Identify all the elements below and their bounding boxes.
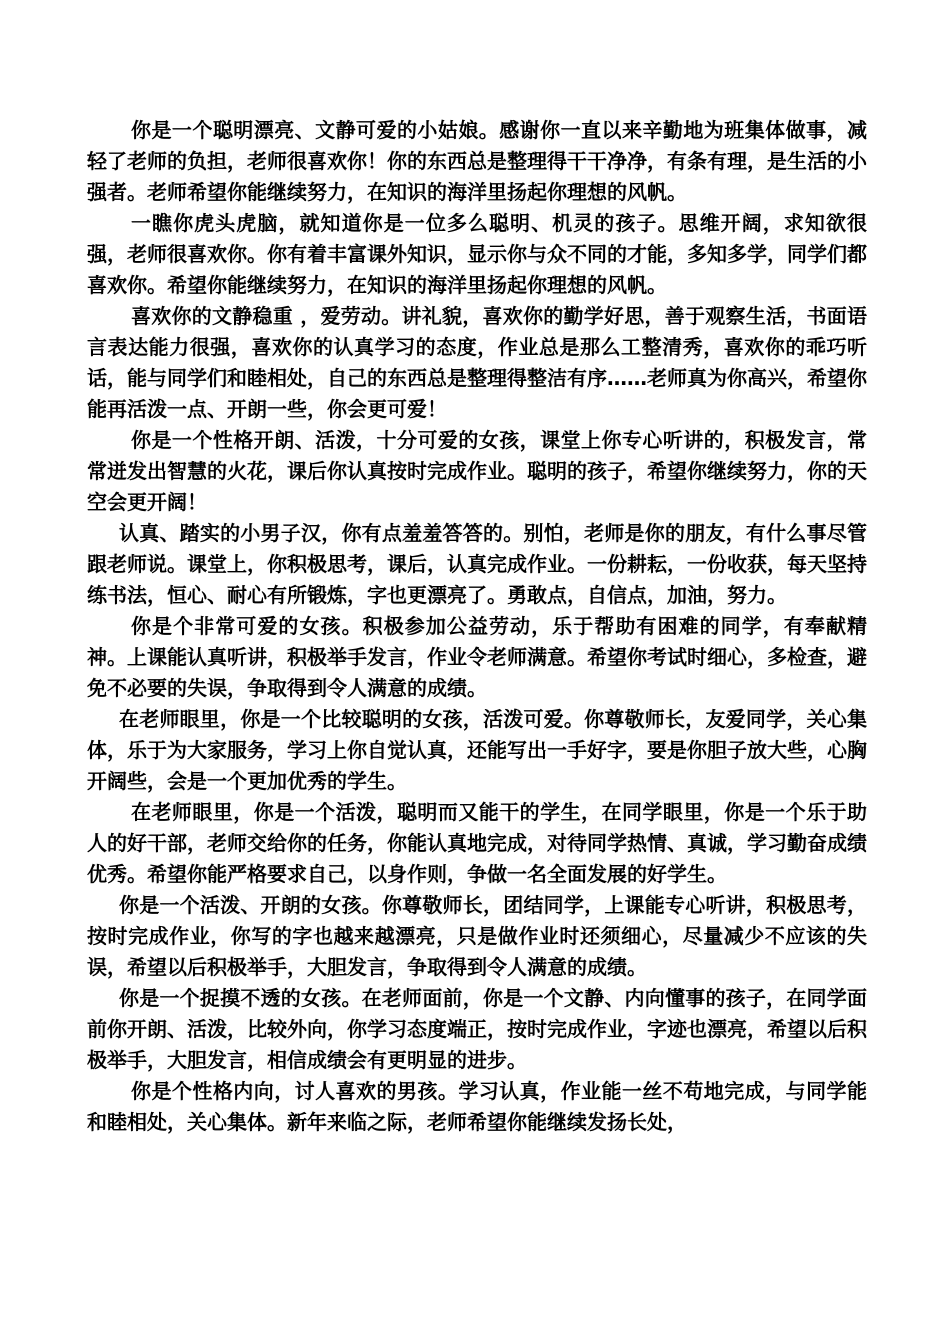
comment-paragraph-4: 你是一个性格开朗、活泼，十分可爱的女孩，课堂上你专心听讲的，积极发言，常常迸发出智慧的火花，课后你认真按时完成作业。聪明的孩子，希望你继续努力，你的天空会更开阔！ (87, 428, 867, 514)
comment-paragraph-5: 认真、踏实的小男子汉，你有点羞羞答答的。别怕，老师是你的朋友，有什么事尽管跟老师说。课堂上，你积极思考，课后，认真完成作业。一份耕耘，一份收获，每天坚持练书法，恒心、耐心有所锻炼，字也更漂亮了。勇敢点，自信点，加油，努力。 (87, 521, 867, 607)
comment-paragraph-9: 你是一个活泼、开朗的女孩。你尊敬师长，团结同学，上课能专心听讲，积极思考，按时完成作业，你写的字也越来越漂亮，只是做作业时还须细心，尽量减少不应该的失误，希望以后积极举手，大胆发言，争取得到令人满意的成绩。 (87, 893, 867, 979)
comment-paragraph-11: 你是个性格内向，讨人喜欢的男孩。学习认真，作业能一丝不苟地完成，与同学能和睦相处，关心集体。新年来临之际，老师希望你能继续发扬长处， (87, 1079, 867, 1134)
comment-paragraph-1: 你是一个聪明漂亮、文静可爱的小姑娘。感谢你一直以来辛勤地为班集体做事，减轻了老师的负担，老师很喜欢你！你的东西总是整理得干干净净，有条有理，是生活的小强者。老师希望你能继续努力，在知识的海洋里扬起你理想的风帆。 (87, 118, 867, 204)
comment-paragraph-6: 你是个非常可爱的女孩。积极参加公益劳动，乐于帮助有困难的同学，有奉献精神。上课能认真听讲，积极举手发言，作业令老师满意。希望你考试时细心，多检查，避免不必要的失误，争取得到令人满意的成绩。 (87, 614, 867, 700)
comment-paragraph-10: 你是一个捉摸不透的女孩。在老师面前，你是一个文静、内向懂事的孩子，在同学面前你开朗、活泼，比较外向，你学习态度端正，按时完成作业，字迹也漂亮，希望以后积极举手，大胆发言，相信成绩会有更明显的进步。 (87, 986, 867, 1072)
comment-paragraph-7: 在老师眼里，你是一个比较聪明的女孩，活泼可爱。你尊敬师长，友爱同学，关心集体，乐于为大家服务，学习上你自觉认真，还能写出一手好字，要是你胆子放大些，心胸开阔些，会是一个更加优秀的学生。 (87, 707, 867, 793)
document-page (87, 115, 867, 1138)
comment-paragraph-2: 一瞧你虎头虎脑，就知道你是一位多么聪明、机灵的孩子。思维开阔，求知欲很强，老师很喜欢你。你有着丰富课外知识，显示你与众不同的才能，多知多学，同学们都喜欢你。希望你能继续努力，在知识的海洋里扬起你理想的风帆。 (87, 211, 867, 297)
comment-paragraph-3: 喜欢你的文静稳重 ，爱劳动。讲礼貌，喜欢你的勤学好思，善于观察生活，书面语言表达能力很强，喜欢你的认真学习的态度，作业总是那么工整清秀，喜欢你的乖巧听话，能与同学们和睦相处，自己的东西总是整理得整洁有序……老师真为你高兴，希望你能再活泼一点、开朗一些，你会更可爱！ (87, 304, 867, 421)
comment-paragraph-8: 在老师眼里，你是一个活泼，聪明而又能干的学生，在同学眼里，你是一个乐于助人的好干部，老师交给你的任务，你能认真地完成，对待同学热情、真诚，学习勤奋成绩优秀。希望你能严格要求自己，以身作则，争做一名全面发展的好学生。 (87, 800, 867, 886)
